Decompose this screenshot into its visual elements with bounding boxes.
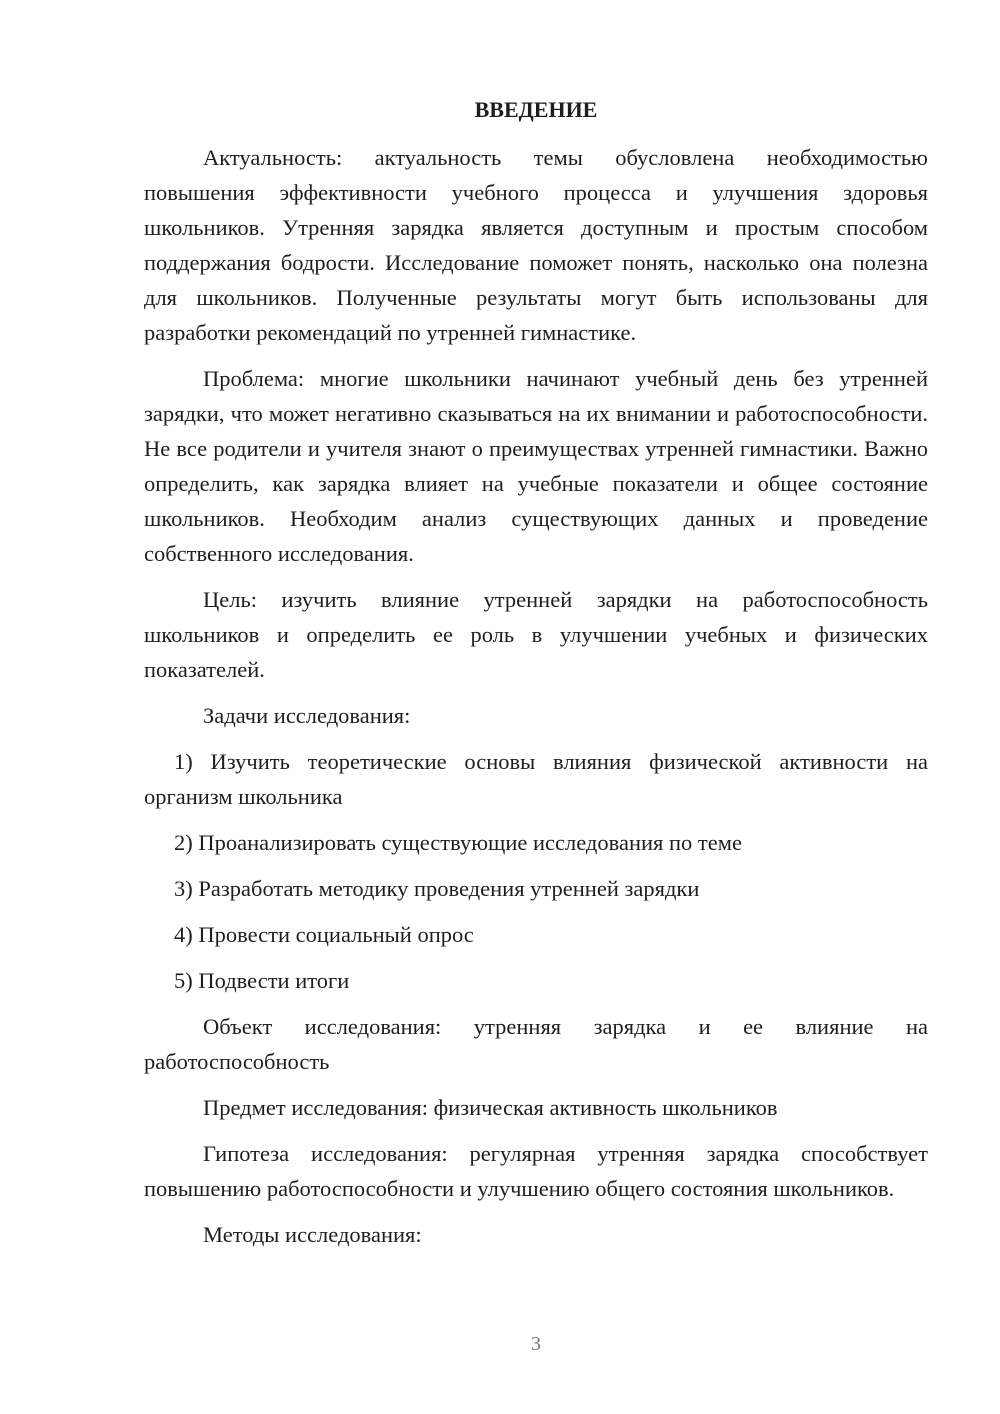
- paragraph-relevance: Актуальность: актуальность темы обусловлена необходимостью повышения эффективности учебного процесса и улучшения здоровья школьников. Утренняя зарядка является доступным и простым способом поддержания бодрости. Исследование поможет понять, насколько она полезна для школьников. Полученные результаты могут быть использованы для разработки рекомендаций по утренней гимнастике.: [144, 145, 928, 345]
- task-item-1: 1) Изучить теоретические основы влияния физической активности на организм школьника: [144, 749, 928, 809]
- paragraph-object: Объект исследования: утренняя зарядка и ее влияние на работоспособность: [144, 1014, 928, 1074]
- page-content: [144, 94, 928, 1263]
- task-item-3: 3) Разработать методику проведения утренней зарядки: [174, 876, 700, 901]
- paragraph-problem: Проблема: многие школьники начинают учебный день без утренней зарядки, что может негативно сказываться на их внимании и работоспособности. Не все родители и учителя знают о преимуществах утренней гимнастики. Важно определить, как зарядка влияет на учебные показатели и общее состояние школьников. Необходим анализ существующих данных и проведение собственного исследования.: [144, 366, 928, 566]
- task-item-2: 2) Проанализировать существующие исследования по теме: [174, 830, 742, 855]
- tasks-heading: Задачи исследования:: [203, 703, 411, 728]
- methods-heading: Методы исследования:: [203, 1222, 422, 1247]
- paragraph-subject: Предмет исследования: физическая активность школьников: [203, 1095, 778, 1120]
- task-item-5: 5) Подвести итоги: [174, 968, 350, 993]
- section-title: ВВЕДЕНИЕ: [474, 97, 598, 122]
- paragraph-hypothesis: Гипотеза исследования: регулярная утренняя зарядка способствует повышению работоспособности и улучшению общего состояния школьников.: [144, 1141, 928, 1201]
- task-item-4: 4) Провести социальный опрос: [174, 922, 474, 947]
- page-number: 3: [531, 1333, 541, 1355]
- paragraph-goal: Цель: изучить влияние утренней зарядки на работоспособность школьников и определить ее роль в улучшении учебных и физических показателей.: [144, 587, 928, 682]
